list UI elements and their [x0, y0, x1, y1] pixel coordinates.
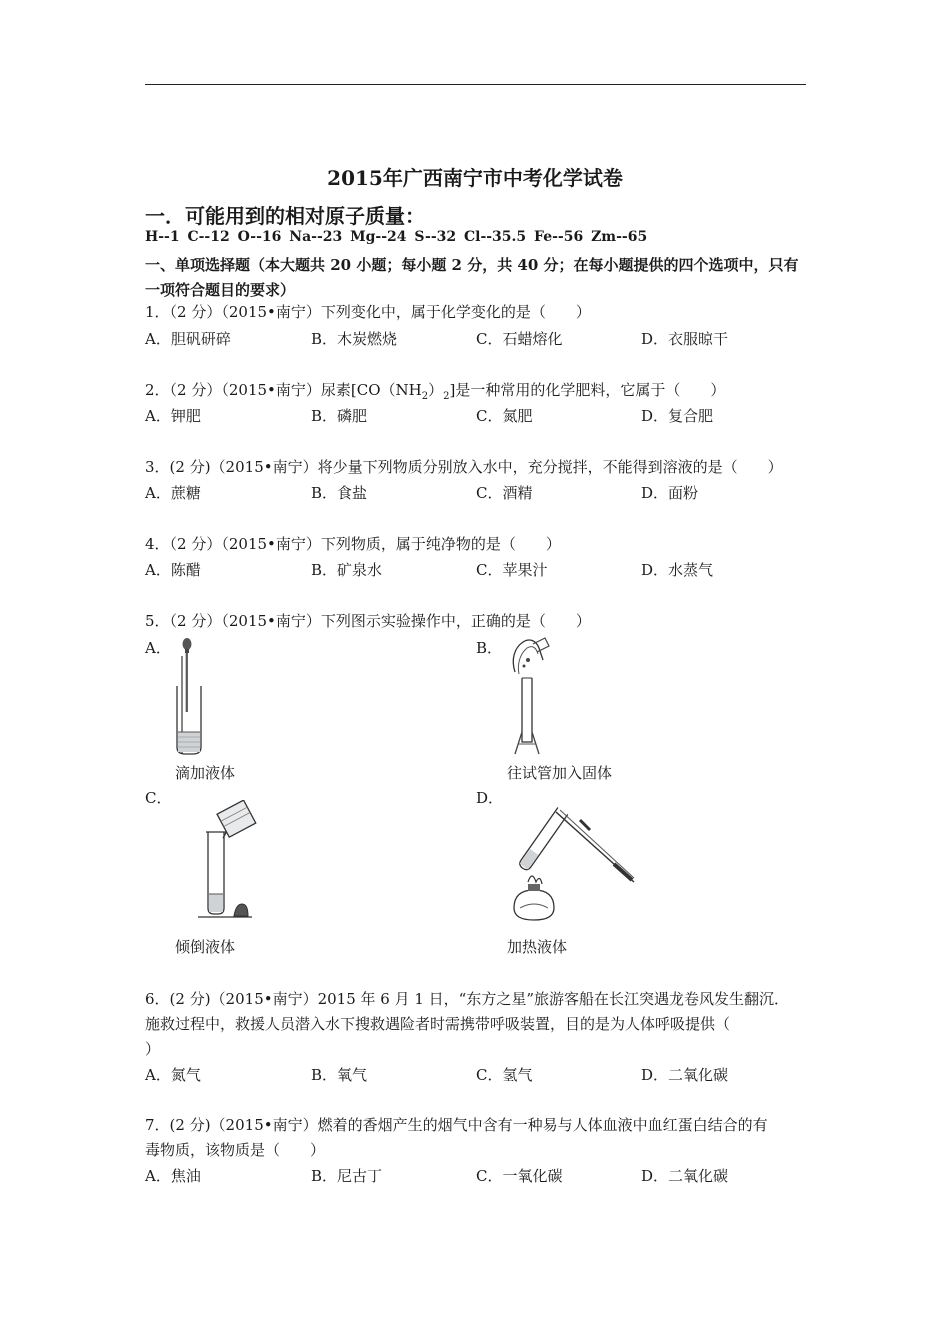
question-4-option-d[interactable]: D．水蒸气 [641, 561, 714, 579]
question-4-option-a[interactable]: A．陈醋 [145, 561, 201, 579]
question-2-stem: 2．（2 分）（2015•南宁）尿素$[CO(NH_2)_2]$是一种常用的化学肥料，它属于（ ） [145, 381, 726, 402]
solid-into-tube-icon [505, 634, 560, 756]
question-5-option-c[interactable]: C． [145, 789, 172, 807]
question-7-option-d[interactable]: D．二氧化碳 [641, 1167, 729, 1185]
header-rule [145, 84, 806, 85]
question-6-stem-line-3: ） [145, 1040, 161, 1058]
dropper-test-tube-icon [170, 634, 220, 756]
question-5-option-b[interactable]: B． [476, 639, 503, 657]
question-5-option-d[interactable]: D． [476, 789, 504, 807]
question-4-stem: 4．（2 分）（2015•南宁）下列物质，属于纯净物的是（ ） [145, 535, 561, 553]
section-single-choice-heading-cont: 一项符合题目的要求） [145, 281, 296, 299]
question-7-stem-line-2: 毒物质，该物质是（ ） [145, 1141, 326, 1159]
question-3-stem: 3．(2 分)（2015•南宁）将少量下列物质分别放入水中，充分搅拌，不能得到溶液的是（ ） [145, 458, 783, 476]
question-6-option-c[interactable]: C．氢气 [476, 1066, 533, 1084]
question-1-option-c[interactable]: C．石蜡熔化 [476, 330, 563, 348]
question-2-option-d[interactable]: D．复合肥 [641, 407, 714, 425]
question-5-figure-d-caption: 加热液体 [507, 938, 568, 956]
question-3-option-a[interactable]: A．蔗糖 [145, 484, 201, 502]
question-1-option-d[interactable]: D．衣服晾干 [641, 330, 729, 348]
question-7-stem: 7．(2 分)（2015•南宁）燃着的香烟产生的烟气中含有一种易与人体血液中血红蛋白结合的有 [145, 1116, 768, 1134]
question-6-stem-line-2: 施救过程中，救援人员潜入水下搜救遇险者时需携带呼吸装置，目的是为人体呼吸提供（ [145, 1015, 731, 1033]
atomic-mass-list: H--1 C--12 O--16 Na--23 Mg--24 S--32 Cl--35.5 Fe--56 Zm--65 [145, 229, 648, 245]
question-3-option-b[interactable]: B．食盐 [311, 484, 368, 502]
question-6-option-b[interactable]: B．氧气 [311, 1066, 368, 1084]
section-atomic-mass-heading: 一．可能用到的相对原子质量： [145, 204, 425, 228]
pouring-liquid-icon [196, 800, 258, 920]
question-5-figure-a-caption: 滴加液体 [175, 764, 236, 782]
question-3-option-d[interactable]: D．面粉 [641, 484, 699, 502]
page-title: 2015年广西南宁市中考化学试卷 [327, 166, 623, 190]
question-5-figure-b-caption: 往试管加入固体 [507, 764, 613, 782]
question-4-option-c[interactable]: C．苹果汁 [476, 561, 548, 579]
question-1-option-a[interactable]: A．胆矾研碎 [145, 330, 231, 348]
question-7-option-c[interactable]: C．一氧化碳 [476, 1167, 563, 1185]
question-1-option-b[interactable]: B．木炭燃烧 [311, 330, 398, 348]
question-5-figure-c-caption: 倾倒液体 [175, 938, 236, 956]
question-3-option-c[interactable]: C．酒精 [476, 484, 533, 502]
question-4-option-b[interactable]: B．矿泉水 [311, 561, 383, 579]
question-5-option-a[interactable]: A． [145, 639, 171, 657]
question-7-option-a[interactable]: A．焦油 [145, 1167, 201, 1185]
question-6-option-d[interactable]: D．二氧化碳 [641, 1066, 729, 1084]
question-2-option-b[interactable]: B．磷肥 [311, 407, 368, 425]
question-1-stem: 1．（2 分）（2015•南宁）下列变化中，属于化学变化的是（ ） [145, 303, 591, 321]
question-2-option-a[interactable]: A．钾肥 [145, 407, 201, 425]
question-6-option-a[interactable]: A．氮气 [145, 1066, 201, 1084]
section-single-choice-heading: 一、单项选择题（本大题共 20 小题；每小题 2 分，共 40 分；在每小题提供的四个选项中，只有 [145, 256, 799, 274]
heating-liquid-icon [510, 804, 638, 926]
question-5-stem: 5．（2 分）（2015•南宁）下列图示实验操作中，正确的是（ ） [145, 612, 591, 630]
question-2-option-c[interactable]: C．氮肥 [476, 407, 533, 425]
question-6-stem: 6．(2 分)（2015•南宁）2015 年 6 月 1 日，“东方之星”旅游客船在长江突遇龙卷风发生翻沉． [145, 990, 790, 1008]
question-7-option-b[interactable]: B．尼古丁 [311, 1167, 383, 1185]
